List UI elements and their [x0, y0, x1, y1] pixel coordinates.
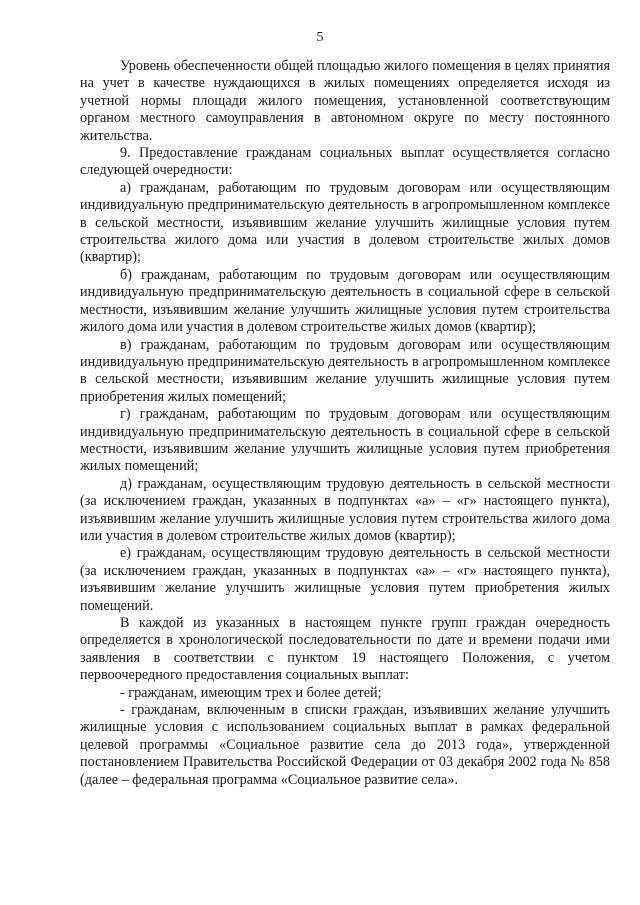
- paragraph-subitem-g: г) гражданам, работающим по трудовым договорам или осуществляющим индивидуальную предпринимательскую деятельность в социальной сфере в сельской местности, изъявившим желание улучшить жилищные условия путем приобретения жилых помещений;: [80, 406, 610, 475]
- paragraph-subitem-d: д) гражданам, осуществляющим трудовую деятельность в сельской местности (за исключением граждан, указанных в подпунктах «а» – «г» настоящего пункта), изъявившим желание улучшить жилищные условия путем строительства жилого дома или участия в долевом строительстве жилых домов (квартир);: [80, 475, 610, 544]
- paragraph-subitem-a: а) гражданам, работающим по трудовым договорам или осуществляющим индивидуальную предпринимательскую деятельность в агропромышленном комплексе в сельской местности, изъявившим желание улучшить жилищные условия путем строительства жилого дома или участия в долевом строительстве жилых домов (квартир);: [80, 179, 610, 266]
- paragraph-housing-provision: Уровень обеспеченности общей площадью жилого помещения в целях принятия на учет в качестве нуждающихся в жилых помещениях определяется исходя из учетной нормы площади жилого помещения, установленной соответствующим органом местного самоуправления в автономном округе по месту постоянного жительства.: [80, 58, 610, 144]
- paragraph-subitem-e: е) гражданам, осуществляющим трудовую деятельность в сельской местности (за исключением граждан, указанных в подпунктах «а» – «г» настоящего пункта), изъявившим желание улучшить жилищные условия путем приобретения жилых помещений.: [80, 545, 610, 614]
- paragraph-subitem-v: в) гражданам, работающим по трудовым договорам или осуществляющим индивидуальную предпринимательскую деятельность в агропромышленном комплексе в сельской местности, изъявившим желание улучшить жилищные условия путем приобретения жилых помещений;: [80, 336, 610, 405]
- page-number: 5: [316, 30, 324, 45]
- paragraph-bullet-large-families: - гражданам, имеющим трех и более детей;: [120, 684, 382, 701]
- paragraph-bullet-federal-program: - гражданам, включенным в списки граждан, изъявивших желание улучшить жилищные условия с использованием социальных выплат в рамках федеральной целевой программы «Социальное развитие села до 2013 года», утвержденной постановлением Правительства Российской Федерации от 03 декабря 2002 года № 858 (далее – федеральная программа «Социальное развитие села».: [80, 702, 610, 788]
- document-body: [80, 58, 610, 789]
- paragraph-subitem-b: б) гражданам, работающим по трудовым договорам или осуществляющим индивидуальную предпринимательскую деятельность в социальной сфере в сельской местности, изъявившим желание улучшить жилищные условия путем строительства жилого дома или участия в долевом строительстве жилых домов (квартир);: [80, 266, 610, 336]
- paragraph-item-9: 9. Предоставление гражданам социальных выплат осуществляется согласно следующей очередности:: [80, 145, 610, 179]
- paragraph-priority-order: В каждой из указанных в настоящем пункте групп граждан очередность определяется в хронологической последовательности по дате и времени подачи ими заявления в соответствии с пунктом 19 настоящего Положения, с учетом первоочередного предоставления социальных выплат:: [80, 615, 610, 684]
